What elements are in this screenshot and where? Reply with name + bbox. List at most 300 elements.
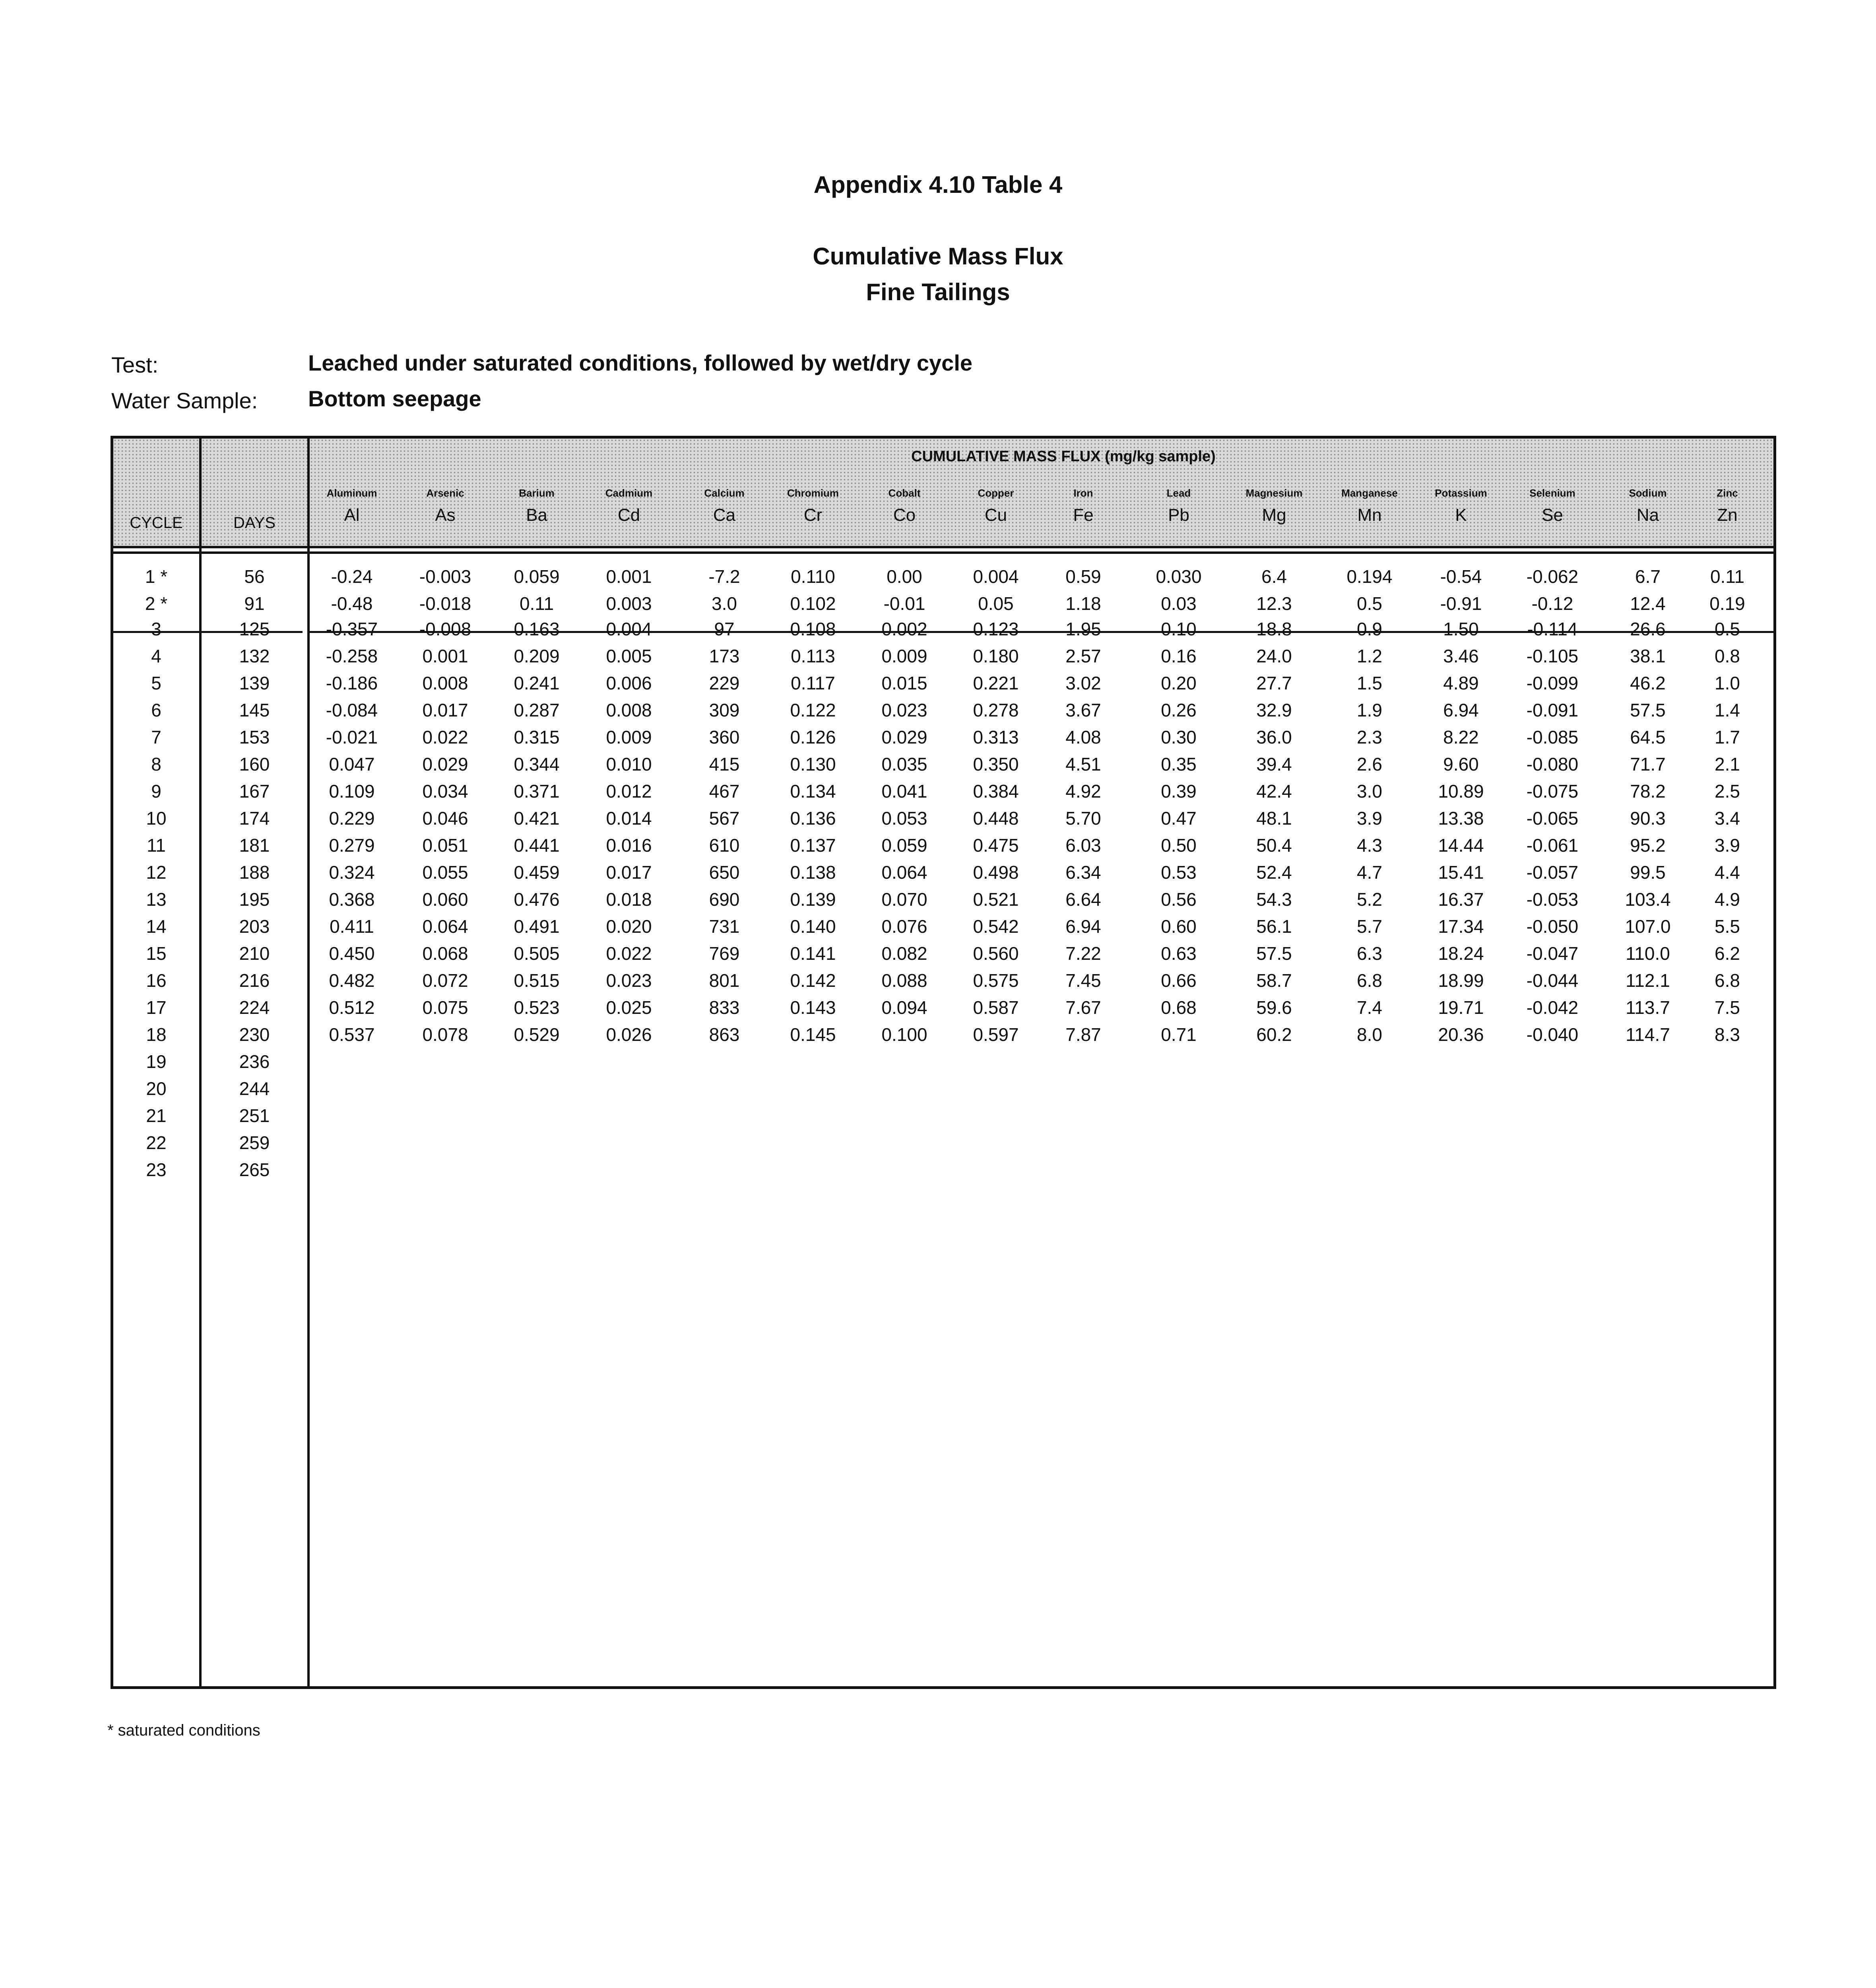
table-cell: 0.209	[514, 646, 560, 666]
table-cell: 0.005	[606, 646, 652, 666]
table-cell: 7.22	[1065, 943, 1101, 964]
table-cell: 0.11	[1710, 566, 1745, 587]
table-cell: 0.109	[329, 781, 375, 802]
table-cell: 0.046	[422, 808, 468, 829]
element-symbol-header: Na	[1636, 505, 1659, 525]
table-cell: 690	[709, 889, 740, 910]
table-cell: -0.021	[326, 727, 378, 747]
table-cell: 0.142	[790, 970, 836, 991]
table-row-cycle: 1 *	[145, 566, 168, 587]
table-cell: -0.080	[1526, 754, 1579, 775]
table-cell: 0.278	[973, 700, 1019, 720]
table-cell: 6.94	[1443, 700, 1479, 720]
table-cell: 0.006	[606, 673, 652, 693]
table-cell: 2.57	[1065, 646, 1101, 666]
table-cell: 0.9	[1357, 619, 1382, 639]
table-cell: -0.12	[1531, 593, 1573, 614]
table-cell: -0.065	[1526, 808, 1579, 829]
element-symbol-header: Fe	[1073, 505, 1094, 525]
table-cell: 0.421	[514, 808, 560, 829]
table-cell: 0.088	[881, 970, 927, 991]
table-cell: 6.64	[1065, 889, 1101, 910]
table-cell: 0.10	[1161, 619, 1197, 639]
page-subtitle: Fine Tailings	[866, 279, 1010, 305]
table-cell: 6.7	[1635, 566, 1661, 587]
table-row-cycle: 18	[146, 1024, 167, 1045]
table-cell: 1.95	[1065, 619, 1101, 639]
table-cell: 0.059	[881, 835, 927, 856]
element-symbol-header: Ba	[526, 505, 547, 525]
table-row-days: 139	[239, 673, 270, 693]
table-cell: 0.141	[790, 943, 836, 964]
table-cell: 0.53	[1161, 862, 1197, 883]
element-symbol-header: Cr	[803, 505, 823, 525]
table-cell: 0.180	[973, 646, 1019, 666]
table-cell: 2.3	[1357, 727, 1382, 747]
table-cell: -0.003	[419, 566, 471, 587]
table-row-cycle: 20	[146, 1078, 167, 1099]
table-cell: 113.7	[1626, 997, 1670, 1018]
table-cell: 0.537	[329, 1024, 375, 1045]
table-cell: 0.56	[1161, 889, 1197, 910]
table-cell: 0.110	[791, 566, 835, 587]
table-cell: 18.99	[1438, 970, 1484, 991]
table-cell: 0.029	[881, 727, 927, 747]
col-header-cycle: CYCLE	[130, 514, 183, 532]
table-cell: 0.002	[881, 619, 927, 639]
table-row-cycle: 7	[151, 727, 161, 747]
table-cell: 0.004	[973, 566, 1019, 587]
element-name-header: Zinc	[1717, 487, 1738, 499]
table-cell: 3.9	[1715, 835, 1740, 856]
table-cell: 0.324	[329, 862, 375, 883]
table-cell: 0.143	[790, 997, 836, 1018]
table-cell: 0.350	[973, 754, 1019, 775]
element-symbol-header: Pb	[1168, 505, 1189, 525]
table-cell: 32.9	[1256, 700, 1292, 720]
table-cell: 0.523	[514, 997, 560, 1018]
table-cell: 0.047	[329, 754, 375, 775]
table-row-days: 132	[239, 646, 270, 666]
table-cell: -0.91	[1440, 593, 1482, 614]
table-cell: 0.130	[790, 754, 836, 775]
table-cell: 0.009	[881, 646, 927, 666]
table-cell: 0.138	[790, 862, 836, 883]
table-cell: 0.66	[1161, 970, 1197, 991]
table-cell: 0.030	[1156, 566, 1202, 587]
table-cell: 309	[709, 700, 740, 720]
table-row-days: 125	[239, 619, 270, 639]
table-cell: 0.371	[514, 781, 560, 802]
table-cell: 6.94	[1065, 916, 1101, 937]
table-cell: 0.035	[881, 754, 927, 775]
table-cell: 10.89	[1438, 781, 1484, 802]
test-value: Leached under saturated conditions, followed by wet/dry cycle	[308, 350, 973, 375]
table-cell: -0.047	[1526, 943, 1579, 964]
table-row-days: 265	[239, 1159, 270, 1180]
table-cell: 7.87	[1065, 1024, 1101, 1045]
table-cell: 6.8	[1715, 970, 1740, 991]
table-cell: 0.05	[978, 593, 1014, 614]
table-cell: 0.529	[514, 1024, 560, 1045]
table-cell: 26.6	[1630, 619, 1666, 639]
table-cell: 1.2	[1357, 646, 1382, 666]
table-cell: 57.5	[1256, 943, 1292, 964]
table-cell: 0.71	[1161, 1024, 1197, 1045]
table-row-days: 236	[239, 1051, 270, 1072]
table-cell: 4.92	[1065, 781, 1101, 802]
table-cell: -0.099	[1526, 673, 1579, 693]
element-symbol-header: Cd	[617, 505, 640, 525]
table-row-days: 167	[239, 781, 270, 802]
table-cell: 13.38	[1438, 808, 1484, 829]
table-cell: 0.575	[973, 970, 1019, 991]
table-cell: 5.2	[1357, 889, 1382, 910]
table-cell: 48.1	[1256, 808, 1292, 829]
table-row-days: 216	[239, 970, 270, 991]
table-row-days: 188	[239, 862, 270, 883]
table-cell: 0.023	[606, 970, 652, 991]
table-cell: 0.47	[1161, 808, 1197, 829]
table-cell: 20.36	[1438, 1024, 1484, 1045]
table-cell: 0.163	[514, 619, 560, 639]
table-cell: -0.042	[1526, 997, 1579, 1018]
element-name-header: Cobalt	[888, 487, 921, 499]
table-cell: 6.4	[1261, 566, 1287, 587]
table-cell: 0.26	[1161, 700, 1197, 720]
table-cell: 0.020	[606, 916, 652, 937]
table-cell: 0.001	[422, 646, 468, 666]
table-cell: 0.136	[790, 808, 836, 829]
table-row-days: 91	[244, 593, 265, 614]
table-row-days: 174	[239, 808, 270, 829]
table-cell: 0.411	[330, 916, 374, 937]
table-cell: 0.108	[790, 619, 836, 639]
table-row-days: 210	[239, 943, 270, 964]
table-cell: -0.24	[331, 566, 373, 587]
table-cell: -0.091	[1526, 700, 1579, 720]
table-cell: 0.122	[790, 700, 836, 720]
table-cell: 64.5	[1630, 727, 1666, 747]
table-cell: 112.1	[1626, 970, 1670, 991]
table-cell: 39.4	[1256, 754, 1292, 775]
table-cell: 0.476	[514, 889, 560, 910]
table-cell: 0.521	[973, 889, 1019, 910]
table-cell: 415	[709, 754, 740, 775]
table-cell: 0.03	[1161, 593, 1197, 614]
table-cell: 0.344	[514, 754, 560, 775]
table-cell: 71.7	[1630, 754, 1666, 775]
table-cell: 0.8	[1715, 646, 1740, 666]
element-name-header: Cadmium	[605, 487, 653, 499]
table-cell: -0.357	[326, 619, 378, 639]
table-cell: 0.315	[514, 727, 560, 747]
table-cell: 173	[709, 646, 740, 666]
table-cell: 46.2	[1630, 673, 1666, 693]
element-name-header: Barium	[519, 487, 555, 499]
table-cell: 0.5	[1715, 619, 1740, 639]
table-cell: -0.062	[1526, 566, 1579, 587]
element-name-header: Sodium	[1629, 487, 1667, 499]
table-cell: 0.078	[422, 1024, 468, 1045]
element-symbol-header: Co	[893, 505, 916, 525]
table-cell: 0.008	[422, 673, 468, 693]
table-cell: 0.070	[881, 889, 927, 910]
table-cell: 0.051	[422, 835, 468, 856]
table-cell: 0.39	[1161, 781, 1197, 802]
table-cell: -0.075	[1526, 781, 1579, 802]
element-name-header: Arsenic	[426, 487, 464, 499]
table-cell: 0.016	[606, 835, 652, 856]
table-cell: 3.67	[1065, 700, 1101, 720]
table-cell: 12.3	[1256, 593, 1292, 614]
table-row-cycle: 22	[146, 1132, 167, 1153]
table-cell: 0.009	[606, 727, 652, 747]
table-cell: 0.35	[1161, 754, 1197, 775]
table-cell: 90.3	[1630, 808, 1666, 829]
table-cell: 27.7	[1256, 673, 1292, 693]
table-cell: 0.055	[422, 862, 468, 883]
table-cell: 0.505	[514, 943, 560, 964]
table-cell: 1.18	[1065, 593, 1101, 614]
table-cell: 0.68	[1161, 997, 1197, 1018]
table-cell: 78.2	[1630, 781, 1666, 802]
table-cell: 6.03	[1065, 835, 1101, 856]
table-cell: 99.5	[1630, 862, 1666, 883]
element-name-header: Selenium	[1529, 487, 1575, 499]
table-cell: 0.11	[519, 593, 554, 614]
table-cell: 833	[709, 997, 740, 1018]
table-cell: 56.1	[1256, 916, 1292, 937]
table-cell: 114.7	[1626, 1024, 1670, 1045]
table-cell: 0.113	[791, 646, 835, 666]
table-cell: 24.0	[1256, 646, 1292, 666]
table-cell: 0.19	[1709, 593, 1745, 614]
table-cell: 0.137	[790, 835, 836, 856]
table-row-cycle: 9	[151, 781, 161, 802]
table-cell: 2.1	[1715, 754, 1740, 775]
table-cell: -0.01	[883, 593, 925, 614]
table-cell: 9.60	[1443, 754, 1479, 775]
table-cell: 7.4	[1357, 997, 1382, 1018]
table-cell: 103.4	[1625, 889, 1671, 910]
table-cell: 0.059	[514, 566, 560, 587]
appendix-heading: Appendix 4.10 Table 4	[813, 171, 1063, 198]
table-cell: 2.5	[1715, 781, 1740, 802]
table-cell: 14.44	[1438, 835, 1484, 856]
table-cell: 50.4	[1256, 835, 1292, 856]
table-cell: 0.441	[514, 835, 560, 856]
table-row-days: 195	[239, 889, 270, 910]
element-symbol-header: Cu	[984, 505, 1007, 525]
table-row-days: 224	[239, 997, 270, 1018]
table-cell: 19.71	[1438, 997, 1484, 1018]
element-symbol-header: Se	[1542, 505, 1563, 525]
table-cell: 0.194	[1346, 566, 1393, 587]
water-sample-value: Bottom seepage	[308, 386, 481, 411]
table-cell: 0.017	[606, 862, 652, 883]
table-cell: 0.5	[1357, 593, 1382, 614]
table-cell: 0.041	[881, 781, 927, 802]
table-cell: 0.123	[973, 619, 1019, 639]
table-cell: 769	[709, 943, 740, 964]
table-cell: 36.0	[1256, 727, 1292, 747]
header-rule-double	[113, 551, 1773, 554]
table-row-days: 244	[239, 1078, 270, 1099]
group-header: CUMULATIVE MASS FLUX (mg/kg sample)	[911, 448, 1216, 465]
table-cell: 0.134	[790, 781, 836, 802]
element-symbol-header: Mg	[1262, 505, 1286, 525]
element-symbol-header: Ca	[713, 505, 736, 525]
table-cell: 18.8	[1256, 619, 1292, 639]
table-cell: 0.475	[973, 835, 1019, 856]
table-row-cycle: 10	[146, 808, 167, 829]
table-cell: -0.114	[1527, 619, 1578, 639]
element-name-header: Chromium	[787, 487, 839, 499]
table-row-days: 230	[239, 1024, 270, 1045]
table-cell: 58.7	[1256, 970, 1292, 991]
footnote: * saturated conditions	[107, 1722, 260, 1739]
mass-flux-table	[111, 436, 1776, 1689]
element-name-header: Lead	[1166, 487, 1191, 499]
element-symbol-header: Mn	[1357, 505, 1382, 525]
element-symbol-header: Al	[344, 505, 360, 525]
element-symbol-header: K	[1455, 505, 1467, 525]
table-cell: 18.24	[1438, 943, 1484, 964]
table-cell: 110.0	[1626, 943, 1670, 964]
table-cell: -0.018	[419, 593, 471, 614]
table-cell: 12.4	[1630, 593, 1666, 614]
table-row-cycle: 11	[147, 835, 166, 856]
col-header-days: DAYS	[233, 514, 275, 532]
table-row-cycle: 21	[146, 1105, 167, 1126]
table-cell: 0.034	[422, 781, 468, 802]
table-cell: 1.0	[1715, 673, 1740, 693]
table-cell: 0.102	[790, 593, 836, 614]
table-cell: 0.072	[422, 970, 468, 991]
table-cell: 360	[709, 727, 740, 747]
table-cell: 1.9	[1357, 700, 1382, 720]
table-cell: 6.8	[1357, 970, 1382, 991]
table-cell: -0.044	[1526, 970, 1579, 991]
table-cell: 0.30	[1161, 727, 1197, 747]
table-cell: 0.001	[606, 566, 652, 587]
table-cell: 0.60	[1161, 916, 1197, 937]
table-row-days: 145	[239, 700, 270, 720]
table-cell: 60.2	[1256, 1024, 1292, 1045]
table-cell: 0.100	[881, 1024, 927, 1045]
table-cell: 3.0	[1357, 781, 1382, 802]
table-cell: -0.050	[1526, 916, 1579, 937]
table-cell: 0.241	[514, 673, 560, 693]
table-cell: 0.542	[973, 916, 1019, 937]
table-cell: 6.3	[1357, 943, 1382, 964]
table-cell: 0.076	[881, 916, 927, 937]
table-cell: 0.450	[329, 943, 375, 964]
table-cell: -0.057	[1526, 862, 1579, 883]
table-cell: -0.48	[331, 593, 373, 614]
table-cell: 4.3	[1357, 835, 1382, 856]
table-cell: 0.029	[422, 754, 468, 775]
element-name-header: Magnesium	[1245, 487, 1303, 499]
table-row-cycle: 13	[146, 889, 167, 910]
table-cell: 0.140	[790, 916, 836, 937]
table-cell: 0.082	[881, 943, 927, 964]
table-cell: 57.5	[1630, 700, 1666, 720]
table-cell: 0.064	[881, 862, 927, 883]
table-cell: 17.34	[1438, 916, 1484, 937]
table-cell: 4.4	[1715, 862, 1740, 883]
table-cell: 0.560	[973, 943, 1019, 964]
table-cell: 0.287	[514, 700, 560, 720]
table-cell: 0.313	[973, 727, 1019, 747]
table-row-days: 160	[239, 754, 270, 775]
table-cell: -0.085	[1526, 727, 1579, 747]
table-cell: 467	[709, 781, 740, 802]
table-row-cycle: 4	[151, 646, 161, 666]
table-cell: 0.126	[790, 727, 836, 747]
table-cell: 8.0	[1357, 1024, 1382, 1045]
table-cell: 0.368	[329, 889, 375, 910]
table-cell: 5.70	[1065, 808, 1101, 829]
table-cell: 0.587	[973, 997, 1019, 1018]
table-cell: 0.015	[881, 673, 927, 693]
table-cell: 59.6	[1256, 997, 1292, 1018]
table-cell: 0.515	[514, 970, 560, 991]
table-cell: -0.258	[326, 646, 378, 666]
table-cell: 0.022	[606, 943, 652, 964]
table-cell: 4.51	[1065, 754, 1101, 775]
element-name-header: Copper	[978, 487, 1014, 499]
table-cell: 16.37	[1438, 889, 1484, 910]
table-cell: -0.54	[1440, 566, 1482, 587]
table-cell: 4.9	[1715, 889, 1740, 910]
table-row-cycle: 14	[146, 916, 167, 937]
table-cell: 0.384	[973, 781, 1019, 802]
table-cell: 0.145	[790, 1024, 836, 1045]
table-cell: 0.060	[422, 889, 468, 910]
table-row-cycle: 6	[151, 700, 161, 720]
table-cell: 0.012	[606, 781, 652, 802]
table-cell: 650	[709, 862, 740, 883]
table-cell: 0.512	[329, 997, 375, 1018]
table-cell: 0.597	[973, 1024, 1019, 1045]
table-cell: 0.498	[973, 862, 1019, 883]
table-row-cycle: 3	[151, 619, 161, 639]
table-cell: 1.50	[1443, 619, 1479, 639]
table-cell: 38.1	[1630, 646, 1666, 666]
table-cell: 7.45	[1065, 970, 1101, 991]
table-cell: 5.7	[1357, 916, 1382, 937]
table-cell: 229	[709, 673, 740, 693]
table-cell: -0.186	[326, 673, 378, 693]
table-row-cycle: 8	[151, 754, 161, 775]
table-cell: 0.026	[606, 1024, 652, 1045]
table-cell: 731	[709, 916, 740, 937]
table-cell: -0.040	[1526, 1024, 1579, 1045]
table-cell: 52.4	[1256, 862, 1292, 883]
element-name-header: Iron	[1073, 487, 1093, 499]
table-cell: 0.017	[422, 700, 468, 720]
table-cell: 0.459	[514, 862, 560, 883]
table-row-cycle: 12	[146, 862, 167, 883]
test-label: Test:	[111, 352, 159, 377]
table-cell: 8.3	[1715, 1024, 1740, 1045]
table-cell: 2.6	[1357, 754, 1382, 775]
table-cell: 0.279	[329, 835, 375, 856]
table-cell: 0.008	[606, 700, 652, 720]
table-cell: 0.59	[1065, 566, 1101, 587]
